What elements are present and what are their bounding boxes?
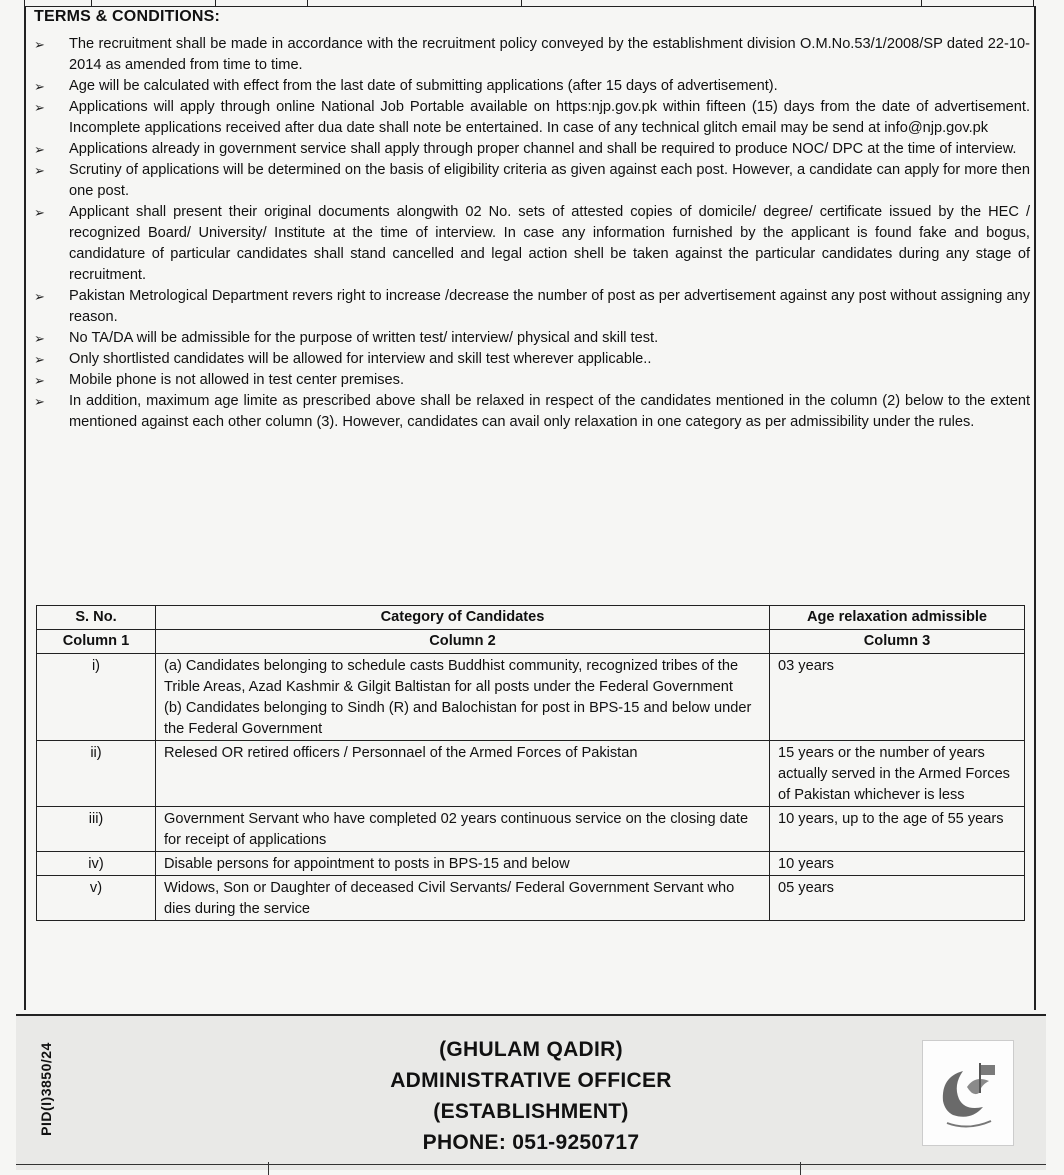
term-item: ➢ Applications already in government service shall apply through proper channel and shall be required to produce NOC/ DPC at the time of interview.	[34, 139, 1030, 160]
arrow-bullet-icon: ➢	[34, 352, 45, 367]
arrow-bullet-icon: ➢	[34, 331, 45, 346]
row-category: Relesed OR retired officers / Personnael of the Armed Forces of Pakistan	[156, 741, 770, 807]
term-item: ➢ Only shortlisted candidates will be allowed for interview and skill test wherever applicable..	[34, 349, 1030, 370]
term-item: ➢ Age will be calculated with effect from the last date of submitting applications (after 15 days of advertisement).	[34, 76, 1030, 97]
row-age-relaxation: 15 years or the number of years actually served in the Armed Forces of Pakistan whichever is less	[770, 741, 1025, 807]
arrow-bullet-icon: ➢	[34, 100, 45, 115]
row-sno: i)	[37, 654, 156, 741]
subheader-column-1: Column 1	[37, 630, 156, 654]
term-item: ➢ In addition, maximum age limite as prescribed above shall be relaxed in respect of the candidates mentioned in the column (2) below to the extent mentioned against each other column (3). However, candidates can avail only relaxation in one category as per admissibility under the rules.	[34, 393, 1030, 430]
row-sno: iv)	[37, 852, 156, 876]
row-age-relaxation: 05 years	[770, 876, 1025, 921]
officer-designation: ADMINISTRATIVE OFFICER	[390, 1069, 672, 1092]
table-row	[37, 876, 1025, 921]
subheader-column-3: Column 3	[770, 630, 1025, 654]
officer-office: (ESTABLISHMENT)	[433, 1100, 629, 1123]
table-row	[37, 654, 1025, 741]
term-item: ➢ No TA/DA will be admissible for the purpose of written test/ interview/ physical and skill test.	[34, 328, 1030, 349]
term-item: ➢ Scrutiny of applications will be determined on the basis of eligibility criteria as given against each post. However, a candidate can apply for more then one post.	[34, 162, 1030, 199]
term-item: ➢ Mobile phone is not allowed in test center premises.	[34, 370, 1030, 391]
row-category: Widows, Son or Daughter of deceased Civil Servants/ Federal Government Servant who dies during the service	[156, 876, 770, 921]
row-age-relaxation: 03 years	[770, 654, 1025, 741]
table-row	[37, 852, 1025, 876]
age-relaxation-table	[36, 605, 1025, 921]
bottom-tick	[268, 1162, 269, 1175]
header-category: Category of Candidates	[156, 606, 770, 630]
arrow-bullet-icon: ➢	[34, 37, 45, 52]
table-row	[37, 807, 1025, 852]
signature-block	[316, 1034, 746, 1158]
row-age-relaxation: 10 years	[770, 852, 1025, 876]
arrow-bullet-icon: ➢	[34, 79, 45, 94]
pid-number: PID(I)3850/24	[38, 1042, 54, 1136]
term-item: ➢ Applications will apply through online National Job Portable available on https:njp.gov.pk within fifteen (15) days from the date of advertisement. Incomplete applications received after dua date shall note be entertained. In case of any technical glitch email may be send at info@njp.gov.pk	[34, 99, 1030, 136]
header-age-relaxation: Age relaxation admissible	[770, 606, 1025, 630]
category-part-b: (b) Candidates belonging to Sindh (R) and Balochistan for post in BPS-15 and below under the Federal Government	[164, 700, 752, 737]
signature-footer	[16, 1014, 1046, 1170]
term-item: ➢ Applicant shall present their original documents alongwith 02 No. sets of attested copies of domicile/ degree/ certificate issued by the HEC / recognized Board/ University/ Institute at the time of interview. In case any information furnished by the applicant is found fake and bogus, candidature of particular candidates shall stand cancelled and legal action shell be taken against the particular candidates during any stage of recruitment.	[34, 204, 1030, 283]
bottom-tick	[800, 1162, 801, 1175]
table-row	[37, 741, 1025, 807]
terms-list	[34, 34, 1030, 433]
officer-phone: PHONE: 051-9250717	[422, 1131, 640, 1154]
arrow-bullet-icon: ➢	[34, 142, 45, 157]
table-subheader-row	[37, 630, 1025, 654]
arrow-bullet-icon: ➢	[34, 163, 45, 178]
header-sno: S. No.	[37, 606, 156, 630]
officer-name: (GHULAM QADIR)	[439, 1038, 623, 1061]
term-item: ➢ The recruitment shall be made in accordance with the recruitment policy conveyed by the establishment division O.M.No.53/1/2008/SP dated 22-10-2014 as amended from time to time.	[34, 36, 1030, 73]
row-age-relaxation: 10 years, up to the age of 55 years	[770, 807, 1025, 852]
terms-heading: TERMS & CONDITIONS:	[34, 8, 221, 25]
arrow-bullet-icon: ➢	[34, 373, 45, 388]
row-sno: iii)	[37, 807, 156, 852]
bottom-rule	[16, 1164, 1046, 1165]
category-part-a: (a) Candidates belonging to schedule casts Buddhist community, recognized tribes of the Trible Areas, Azad Kashmir & Gilgit Baltistan for all posts under the Federal Government	[164, 658, 739, 695]
row-category	[156, 654, 770, 741]
arrow-bullet-icon: ➢	[34, 205, 45, 220]
table-header-row	[37, 606, 1025, 630]
row-sno: v)	[37, 876, 156, 921]
arrow-bullet-icon: ➢	[34, 289, 45, 304]
row-category: Disable persons for appointment to posts in BPS-15 and below	[156, 852, 770, 876]
pmd-emblem-icon	[922, 1040, 1014, 1146]
arrow-bullet-icon: ➢	[34, 394, 45, 409]
term-item: ➢ Pakistan Metrological Department revers right to increase /decrease the number of post as per advertisement against any post without assigning any reason.	[34, 288, 1030, 325]
subheader-column-2: Column 2	[156, 630, 770, 654]
row-category: Government Servant who have completed 02 years continuous service on the closing date for receipt of applications	[156, 807, 770, 852]
row-sno: ii)	[37, 741, 156, 807]
